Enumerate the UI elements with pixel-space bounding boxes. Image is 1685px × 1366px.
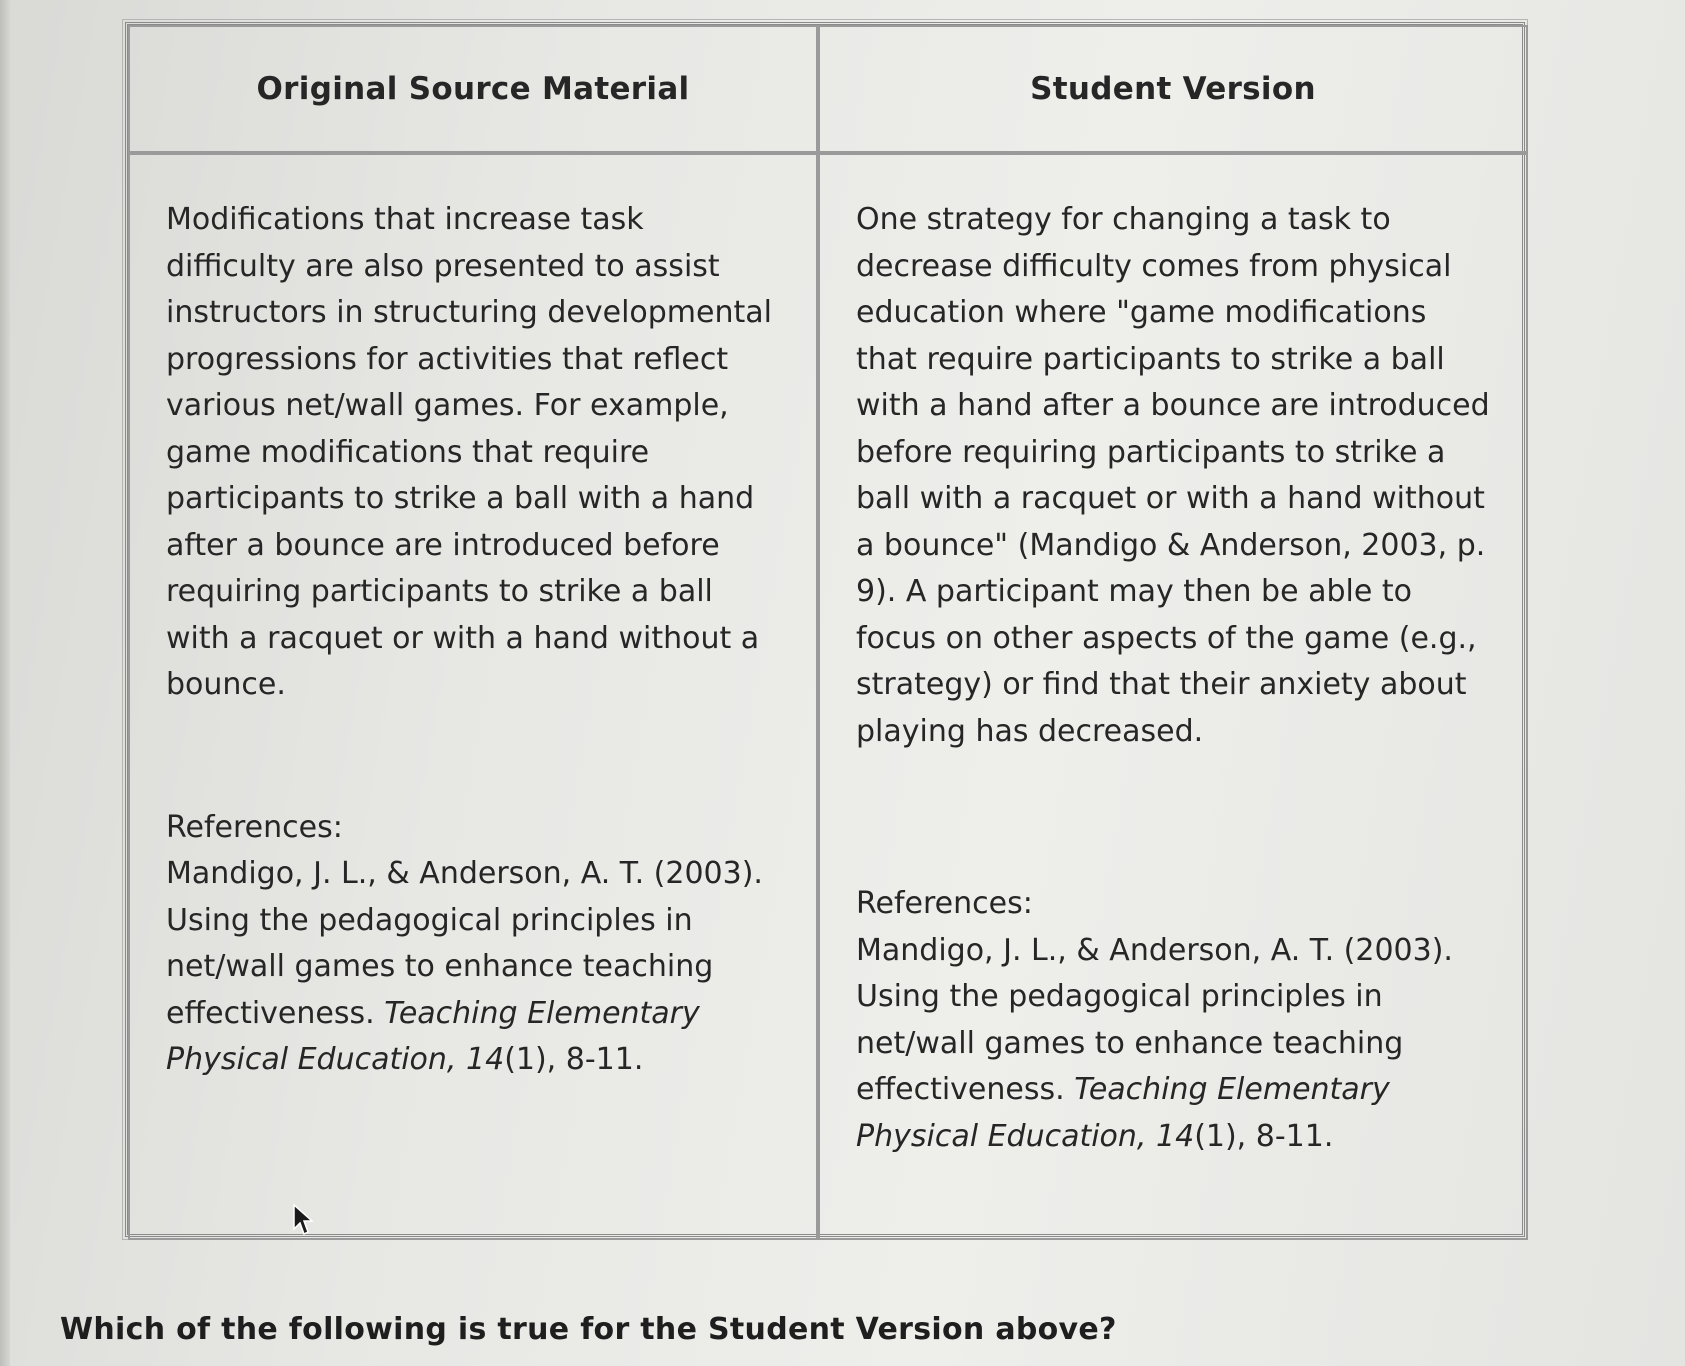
original-source-cell [128,153,818,1240]
comparison-table [125,22,1525,1237]
header-original-source [128,25,818,153]
student-reference-journal: Teaching Elementary Physical Education, 14 [856,1072,1390,1154]
header-original-source-label: Original Source Material [256,71,690,107]
original-references-label: References: [166,809,343,845]
student-references-label: References: [856,886,1033,921]
question-prompt: Which of the following is true for the Student Version above? [60,1312,1117,1347]
mouse-pointer-icon [292,1203,314,1237]
original-reference-entry [166,851,782,1084]
original-reference-issue: (1), 8-11. [504,1042,644,1077]
original-source-text: Modifications that increase task difficulty are also presented to assist instructors in structuring developmental progressions for activities that reflect various net/wall games. For example, game modifications that require participants to strike a ball with a hand after a bounce are introduced before requiring participants to strike a ball with a racquet or with a hand without a bounce. [166,202,772,702]
original-reference-journal: Teaching Elementary Physical Education, 14 [166,995,700,1077]
student-reference-issue: (1), 8-11. [1194,1118,1334,1154]
student-references [856,881,1492,1160]
original-reference-authors: Mandigo, J. L., & Anderson, A. T. (2003). Using the pedagogical principles in net/wall games to enhance teaching effectiveness. [166,856,763,1031]
student-version-cell [818,153,1528,1240]
student-reference-entry [856,928,1492,1161]
original-references [166,805,782,1084]
header-student-version [818,25,1528,153]
student-reference-authors: Mandigo, J. L., & Anderson, A. T. (2003). Using the pedagogical principles in net/wall games to enhance teaching effectiveness. [856,932,1453,1107]
screen-edge [0,0,10,1366]
header-student-version-label: Student Version [1030,71,1316,107]
student-version-text: One strategy for changing a task to decrease difficulty comes from physical education where "game modifications that require participants to strike a ball with a hand after a bounce are introduced before requiring participants to strike a ball with a racquet or with a hand without a bounce" (Mandigo & Anderson, 2003, p. 9). A participant may then be able to focus on other aspects of the game (e.g., strategy) or find that their anxiety about playing has decreased. [856,202,1490,749]
